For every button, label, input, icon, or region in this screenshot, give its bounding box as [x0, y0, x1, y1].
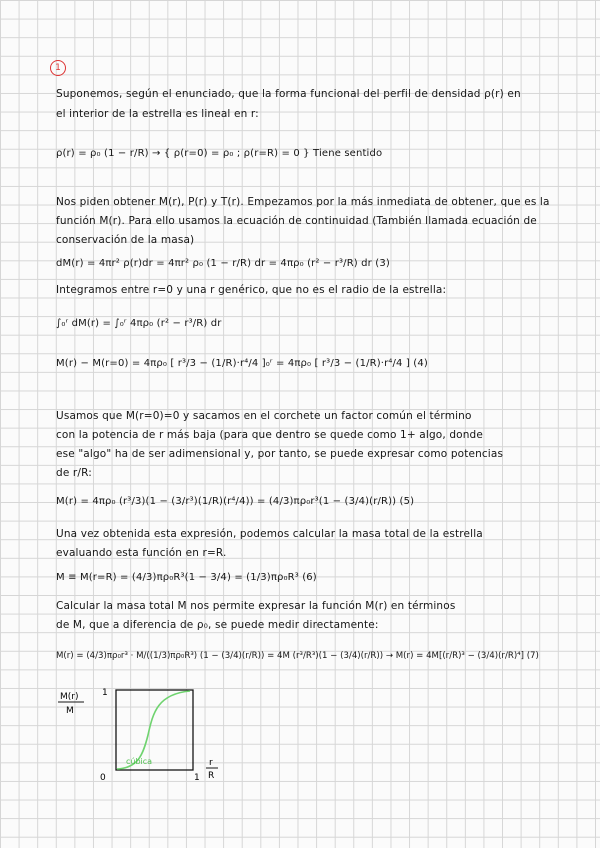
- text-line-10: de r/R:: [56, 467, 92, 479]
- plot-y-tick-1: 1: [102, 688, 108, 698]
- plot-x-tick-1: 1: [194, 773, 200, 783]
- plot-origin-label: 0: [100, 773, 106, 783]
- text-line-9: ese "algo" ha de ser adimensional y, por tanto, se puede expresar como potencias: [56, 448, 504, 460]
- integral-equation: ∫₀ʳ dM(r) = ∫₀ʳ 4πρ₀ (r² − r³/R) dr: [56, 318, 222, 329]
- text-line-6: Integramos entre r=0 y una r genérico, que no es el radio de la estrella:: [56, 284, 447, 296]
- text-line-2: el interior de la estrella es lineal en r:: [56, 108, 259, 120]
- equation-4: M(r) − M(r=0) = 4πρ₀ [ r³/3 − (1/R)·r⁴/4 ]₀ʳ = 4πρ₀ [ r³/3 − (1/R)·r⁴/4 ] (4): [56, 358, 428, 369]
- text-line-12: evaluando esta función en r=R.: [56, 547, 227, 559]
- text-line-4: función M(r). Para ello usamos la ecuación de continuidad (También llamada ecuación de: [56, 215, 537, 227]
- equation-density: ρ(r) = ρ₀ (1 − r/R) → { ρ(r=0) = ρ₀ ; ρ(r=R) = 0 } Tiene sentido: [56, 148, 383, 159]
- text-line-8: con la potencia de r más baja (para que dentro se quede como 1+ algo, donde: [56, 429, 483, 441]
- text-line-7: Usamos que M(r=0)=0 y sacamos en el corchete un factor común el término: [56, 410, 472, 422]
- curve-label: cúbica: [126, 757, 153, 766]
- plot-y-label-bottom: M: [66, 706, 74, 716]
- text-line-1: Suponemos, según el enunciado, que la forma funcional del perfil de densidad ρ(r) en: [56, 88, 521, 100]
- equation-6: M ≡ M(r=R) = (4/3)πρ₀R³(1 − 3/4) = (1/3)πρ₀R³ (6): [56, 572, 317, 583]
- text-line-13: Calcular la masa total M nos permite expresar la función M(r) en términos: [56, 600, 456, 612]
- plot-x-label-top: r: [209, 758, 213, 768]
- equation-3: dM(r) = 4πr² ρ(r)dr = 4πr² ρ₀ (1 − r/R) dr = 4πρ₀ (r² − r³/R) dr (3): [56, 258, 390, 269]
- plot-x-label-bottom: R: [208, 771, 215, 781]
- text-line-5: conservación de la masa): [56, 234, 195, 246]
- text-line-11: Una vez obtenida esta expresión, podemos calcular la masa total de la estrella: [56, 528, 483, 540]
- equation-5: M(r) = 4πρ₀ (r³/3)(1 − (3/r³)(1/R)(r⁴/4)) = (4/3)πρ₀r³(1 − (3/4)(r/R)) (5): [56, 496, 415, 507]
- exercise-number: 1: [50, 60, 66, 76]
- text-line-3: Nos piden obtener M(r), P(r) y T(r). Empezamos por la más inmediata de obtener, que es la: [56, 196, 550, 208]
- equation-7: M(r) = (4/3)πρ₀r³ · M/((1/3)πρ₀R³) (1 − (3/4)(r/R)) = 4M (r³/R³)(1 − (3/4)(r/R)) → M(r) = 4M[(r/R)³ − (3/4)(r/R)⁴] (7): [56, 651, 539, 661]
- plot-y-label-top: M(r): [60, 692, 79, 702]
- text-line-14: de M, que a diferencia de ρ₀, se puede medir directamente:: [56, 619, 379, 631]
